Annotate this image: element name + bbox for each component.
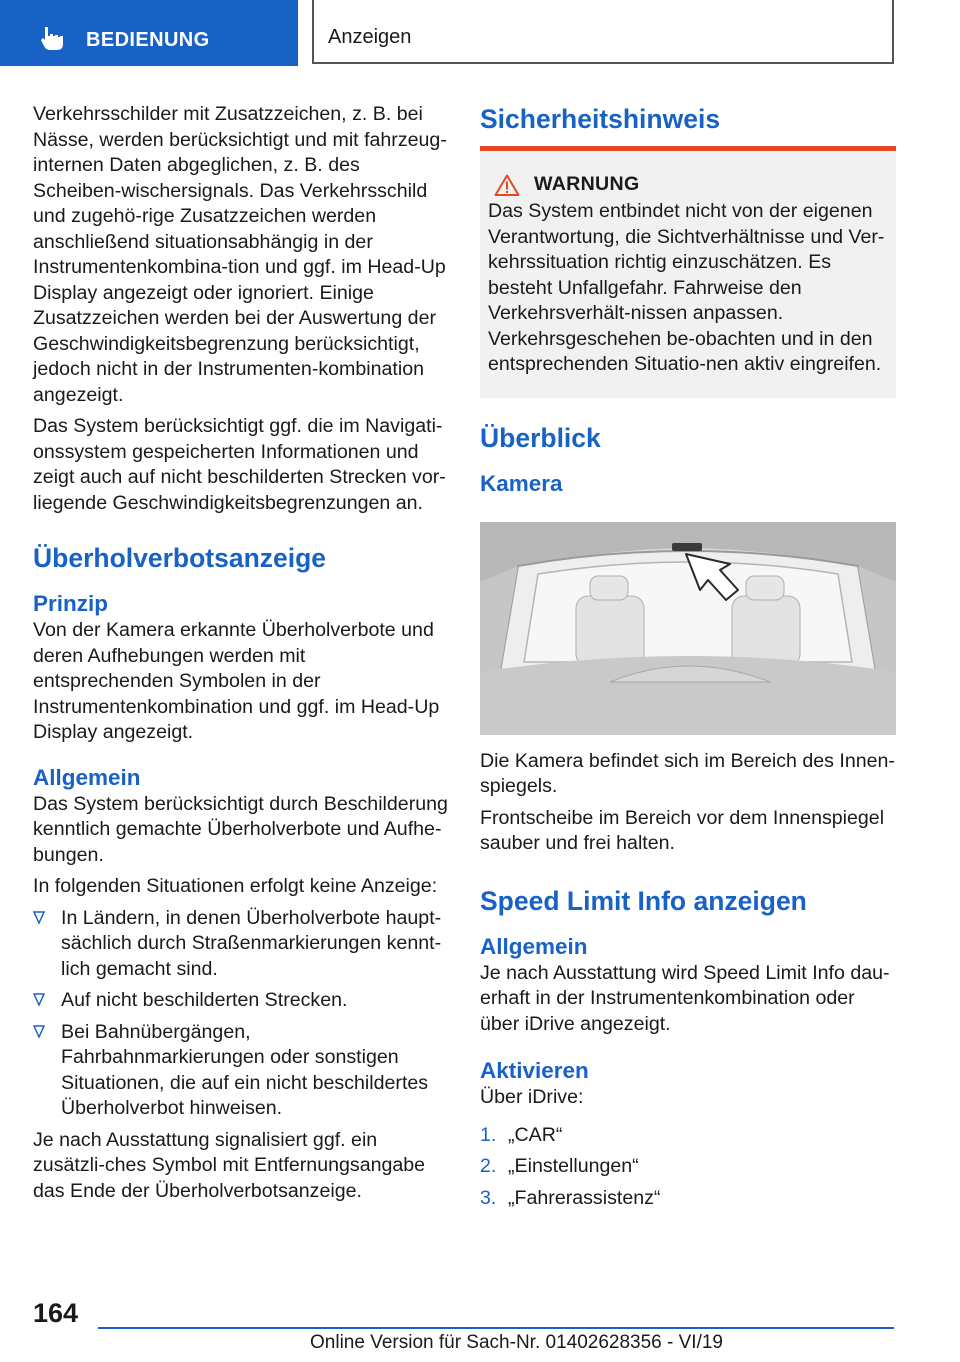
section-tab-label: BEDIENUNG	[86, 29, 210, 51]
list-item	[480, 1186, 896, 1212]
footer-rule	[98, 1327, 894, 1329]
paragraph-kamera-position: Die Kamera befindet sich im Bereich des Innen‐spiegels.	[480, 749, 895, 797]
chapter-header	[312, 0, 894, 64]
triangle-bullet-icon	[33, 993, 45, 1007]
chapter-title: Anzeigen	[328, 26, 412, 48]
warning-triangle-icon	[494, 174, 520, 196]
paragraph-verkehrsschilder: Verkehrsschilder mit Zusatzzeichen, z. B. bei Nässe, werden berücksichtigt und mit fahrzeug‐internen Daten abgeglichen, z. B. des Scheiben‐wischersignals. Das Verkehrsschild und zugehö‐rige Zusatzzeichen werden anschließend situationsabhängig in der Instrumentenkombina‐tion und ggf. im Head-Up Display angezeigt oder ignoriert. Einige Zusatzzeichen werden bei der Auswertung der Geschwindigkeitsbegrenzung berücksichtigt, jedoch nicht in der Instrumenten‐kombination angezeigt.	[33, 103, 447, 406]
list-item-text: Bei Bahnübergängen, Fahrbahnmarkierungen oder sonstigen Situationen, die auf ein nicht beschildertes Überholverbot hinweisen.	[61, 1020, 429, 1119]
warning-header	[488, 173, 888, 196]
left-column	[33, 102, 451, 1210]
camera-location-illustration	[480, 522, 896, 735]
step-text: „CAR“	[508, 1123, 563, 1146]
paragraph-allgemein-2: Je nach Ausstattung wird Speed Limit Info dau‐erhaft in der Instrumentenkombination oder über iDrive angezeigt.	[480, 961, 890, 1035]
list-item	[33, 906, 451, 983]
footer-online-version: Online Version für Sach-Nr. 01402628356 - VI/19	[310, 1332, 723, 1353]
section-tab	[0, 0, 298, 66]
page-number: 164	[33, 1298, 79, 1328]
triangle-bullet-icon	[33, 911, 45, 925]
heading-ueberholverbotsanzeige: Überholverbotsanzeige	[33, 543, 327, 573]
heading-kamera: Kamera	[480, 470, 563, 496]
heading-allgemein: Allgemein	[33, 764, 141, 790]
step-number: 2.	[480, 1155, 497, 1177]
heading-prinzip: Prinzip	[33, 591, 109, 616]
step-text: „Fahrerassistenz“	[508, 1186, 661, 1209]
paragraph-ueber-idrive: Über iDrive:	[480, 1086, 584, 1108]
list-item	[480, 1123, 896, 1149]
heading-ueberblick: Überblick	[480, 422, 601, 453]
situations-list	[33, 906, 451, 1122]
step-number: 3.	[480, 1186, 497, 1209]
warning-label: WARNUNG	[534, 173, 640, 195]
list-item-text: In Ländern, in denen Überholverbote haupt‐sächlich durch Straßenmarkierungen kennt‐lich gemacht sind.	[61, 906, 442, 980]
warning-text: Das System entbindet nicht von der eigenen Verantwortung, die Sichtverhältnisse und Ver‐kehrssituation richtig einzuschätzen. Es besteht Unfallgefahr. Fahrweise den Verkehrsverhält‐nissen anpassen. Verkehrsgeschehen be‐obachten und in den entsprechenden Situatio‐nen aktiv eingreifen.	[488, 200, 885, 375]
paragraph-navigation: Das System berücksichtigt ggf. die im Navigati‐onssystem gespeicherten Informationen und zeigt auch auf nicht beschilderten Strecken vor‐liegende Geschwindigkeitsbegrenzungen an.	[33, 415, 446, 514]
heading-sicherheitshinweis: Sicherheitshinweis	[480, 104, 721, 134]
step-number: 1.	[480, 1123, 497, 1146]
heading-speed-limit-info: Speed Limit Info anzeigen	[480, 885, 807, 916]
list-item	[480, 1154, 896, 1180]
paragraph-kamera-reinigung: Frontscheibe im Bereich vor dem Innenspiegel sauber und frei halten.	[480, 806, 885, 854]
right-column	[480, 102, 896, 1217]
paragraph-allgemein: Das System berücksichtigt durch Beschilderung kenntlich gemachte Überholverbote und Aufhe‐bungen.	[33, 792, 448, 866]
heading-aktivieren: Aktivieren	[480, 1058, 589, 1083]
triangle-bullet-icon	[33, 1025, 45, 1039]
paragraph-prinzip: Von der Kamera erkannte Überholverbote und deren Aufhebungen werden mit entsprechenden Symbolen in der Instrumentenkombination und ggf. im Head-Up Display angezeigt.	[33, 619, 440, 743]
list-item	[33, 1020, 451, 1122]
step-text: „Einstellungen“	[508, 1155, 639, 1177]
paragraph-situationen: In folgenden Situationen erfolgt keine Anzeige:	[33, 875, 438, 897]
warning-box	[480, 151, 896, 398]
heading-allgemein-2: Allgemein	[480, 933, 588, 959]
activation-steps	[480, 1123, 896, 1212]
list-item-text: Auf nicht beschilderten Strecken.	[61, 989, 348, 1011]
list-item	[33, 988, 451, 1014]
paragraph-ende: Je nach Ausstattung signalisiert ggf. ein zusätzli‐ches Symbol mit Entfernungsangabe das Ende der Überholverbotsanzeige.	[33, 1128, 426, 1202]
pointing-hand-icon	[38, 25, 66, 51]
